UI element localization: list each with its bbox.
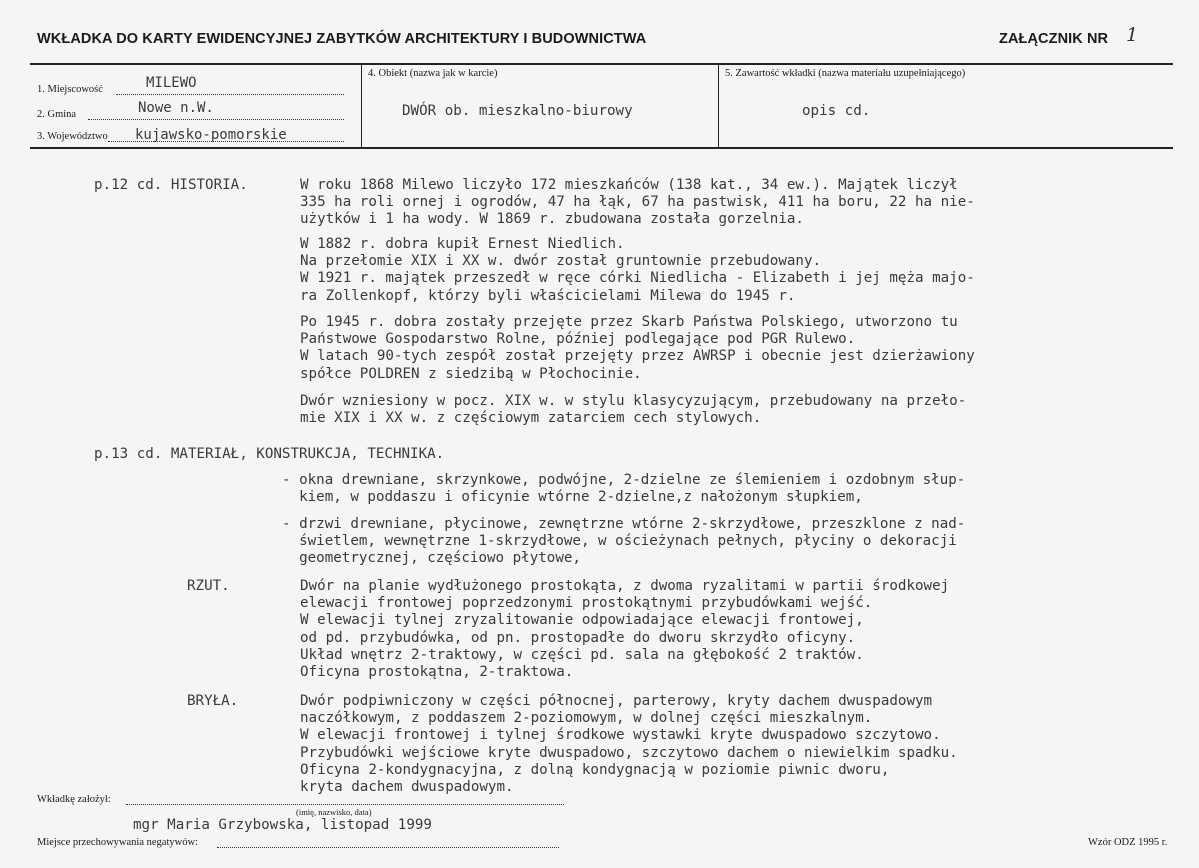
p13-item-windows: - okna drewniane, skrzynkowe, podwójne, 2-dzielne ze ślemieniem i ozdobnym słup- kiem, w poddaszu i oficynie wtórne 2-dzielne,z nałożonym słupkiem, (282, 472, 966, 506)
p12-paragraph-4: Dwór wzniesiony w pocz. XIX w. w stylu klasycyzującym, przebudowany na przeło- mie XIX i XX w. z częściowym zatarciem cech stylowych. (300, 393, 967, 427)
zalozyl-dots (126, 804, 564, 805)
p12-heading: p.12 cd. HISTORIA. (94, 177, 248, 193)
obiekt-label: 4. Obiekt (nazwa jak w karcie) (368, 68, 498, 79)
form-divider-2 (718, 63, 719, 148)
gmina-label: 2. Gmina (37, 109, 77, 120)
wojewodztwo-label: 3. Województwo (37, 131, 108, 142)
annex-label: ZAŁĄCZNIK NR (999, 31, 1109, 47)
p12-paragraph-2: W 1882 r. dobra kupił Ernest Niedlich. Na przełomie XIX i XX w. dwór został gruntownie przebudowany. W 1921 r. majątek przeszedł w ręce córki Niedlicha - Elizabeth i jej męża majo- ra Zollenkopf, którzy byli właścicielami Milewa do 1945 r. (300, 236, 975, 304)
rzut-label: RZUT. (187, 578, 230, 594)
miejscowosc-dots (116, 94, 344, 95)
negatywy-label: Miejsce przechowywania negatywów: (37, 837, 198, 848)
form-version: Wzór ODZ 1995 r. (1088, 837, 1168, 848)
annex-number: 1 (1126, 24, 1139, 46)
miejscowosc-value: MILEWO (146, 75, 197, 91)
zalozyl-caption: (imię, nazwisko, data) (296, 807, 372, 817)
gmina-dots (88, 119, 344, 120)
p12-paragraph-3: Po 1945 r. dobra zostały przejęte przez Skarb Państwa Polskiego, utworzono tu Państwowe Gospodarstwo Rolne, później podlegające pod PGR Rulewo. W latach 90-tych zespół został przejęty przez AWRSP i obecnie jest dzierżawiony spółce POLDREN z siedzibą w Płochocinie. (300, 314, 975, 382)
obiekt-value: DWÓR ob. mieszkalno-biurowy (402, 103, 633, 119)
form-top-line (30, 63, 1173, 65)
form-divider-1 (361, 63, 362, 148)
form-bottom-line (30, 147, 1173, 149)
zawartosc-value: opis cd. (802, 103, 871, 119)
bryla-text: Dwór podpiwniczony w części północnej, parterowy, kryty dachem dwuspadowym naczółkowym, z poddaszem 2-poziomowym, w dolnej części mieszkalnym. W elewacji frontowej i tylnej środkowe wystawki kryte dwuspadowo szczytowo. Przybudówki wejściowe kryte dwuspadowo, szczytowo dachem o niewielkim spadku. Oficyna 2-kondygnacyjna, z dolną kondygnacją w poziomie piwnic dworu, kryta dachem dwuspadowym. (300, 693, 958, 796)
zalozyl-label: Wkładkę założył: (37, 794, 111, 805)
p12-paragraph-1: W roku 1868 Milewo liczyło 172 mieszkańców (138 kat., 34 ew.). Majątek liczył 335 ha roli ornej i ogrodów, 47 ha łąk, 67 ha pastwisk, 411 ha boru, 22 ha nie- użytków i 1 ha wody. W 1869 r. zbudowana została gorzelnia. (300, 177, 975, 228)
page-title: WKŁADKA DO KARTY EWIDENCYJNEJ ZABYTKÓW ARCHITEKTURY I BUDOWNICTWA (37, 31, 647, 47)
zalozyl-value: mgr Maria Grzybowska, listopad 1999 (133, 817, 432, 833)
bryla-label: BRYŁA. (187, 693, 239, 709)
zawartosc-label: 5. Zawartość wkładki (nazwa materiału uzupełniającego) (725, 68, 966, 79)
miejscowosc-label: 1. Miejscowość (37, 84, 103, 95)
wojewodztwo-value: kujawsko-pomorskie (135, 127, 287, 143)
negatywy-dots (217, 847, 559, 848)
p13-item-doors: - drzwi drewniane, płycinowe, zewnętrzne wtórne 2-skrzydłowe, przeszklone z nad- świetlem, wewnętrzne 1-skrzydłowe, w ościeżynach pełnych, płyciny o dekoracji geometrycznej, częściowo płytowe, (282, 516, 966, 567)
gmina-value: Nowe n.W. (138, 100, 214, 116)
p13-heading: p.13 cd. MATERIAŁ, KONSTRUKCJA, TECHNIKA. (94, 446, 445, 462)
rzut-text: Dwór na planie wydłużonego prostokąta, z dwoma ryzalitami w partii środkowej elewacji frontowej poprzedzonymi prostokątnymi przybudówkami wejść. W elewacji tylnej zryzalitowanie odpowiadające elewacji frontowej, od pd. przybudówka, od pn. prostopadłe do dworu skrzydło oficyny. Układ wnętrz 2-traktowy, w części pd. sala na głębokość 2 traktów. Oficyna prostokątna, 2-traktowa. (300, 578, 950, 681)
